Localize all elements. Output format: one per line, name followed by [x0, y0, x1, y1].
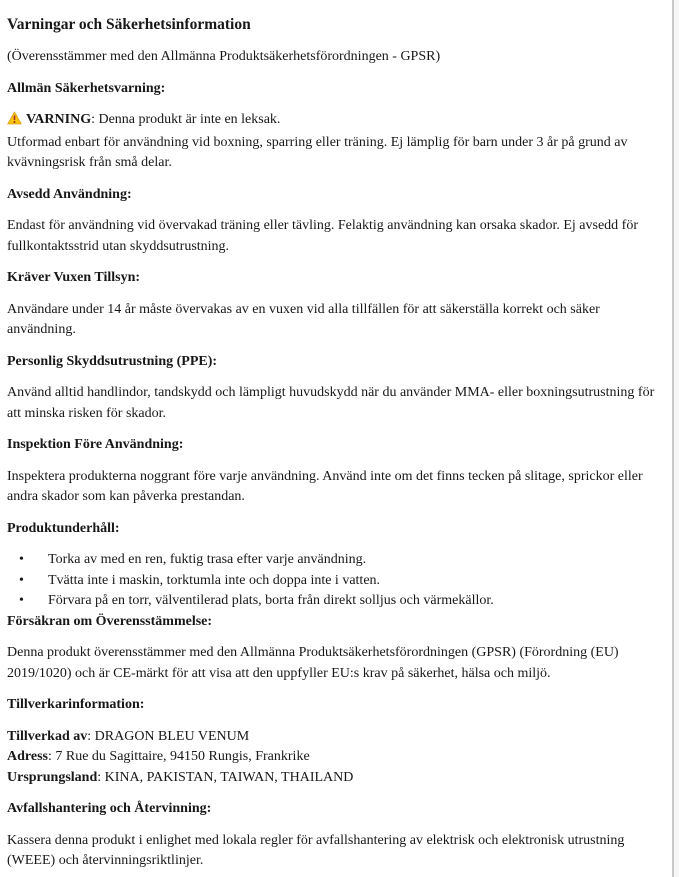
section-body-conformity: Denna produkt överensstämmer med den Allmänna Produktsäkerhetsförordningen (GPSR) (Förordning (EU) 2019/1020) och är CE-märkt för att visa att den uppfyller EU:s krav på säkerhet, hälsa och miljö. — [7, 645, 619, 681]
manufacturer-info-block — [7, 727, 661, 789]
page-edge-strip — [674, 0, 679, 877]
section-body-adult-supervision: Användare under 14 år måste övervakas av en vuxen vid alla tillfällen för att säkerställa korrekt och säker användning. — [7, 301, 600, 337]
page-subtitle: (Överensstämmer med den Allmänna Produktsäkerhetsförordningen - GPSR) — [7, 49, 441, 64]
section-heading-general-warning: Allmän Säkerhetsvarning: — [7, 80, 166, 96]
section-body-inspection: Inspektera produkterna noggrant före varje användning. Använd inte om det finns tecken på slitage, sprickor eller andra skador som kan påverka prestandan. — [7, 468, 643, 504]
section-heading-adult-supervision: Kräver Vuxen Tillsyn: — [7, 270, 141, 285]
manufacturer-row-label: Tillverkad av — [7, 728, 88, 744]
section-heading-conformity: Försäkran om Överensstämmelse: — [7, 613, 213, 629]
section-heading-maintenance: Produktunderhåll: — [7, 520, 120, 536]
section-body-general-warning: Utformad enbart för användning vid boxning, sparring eller träning. Ej lämplig för barn under 3 år på grund av kvävningsrisk från små delar. — [7, 134, 628, 170]
list-item: • Torka av med en ren, fuktig trasa efter varje användning. — [7, 550, 661, 571]
warning-icon — [7, 111, 22, 133]
warning-text: : Denna produkt är inte en leksak. — [91, 112, 281, 127]
section-body-disposal: Kassera denna produkt i enlighet med lokala regler för avfallshantering av elektrisk och elektronisk utrustning (WEEE) och återvinningsriktlinjer. — [7, 832, 625, 868]
section-heading-ppe: Personlig Skyddsutrustning (PPE): — [7, 353, 218, 369]
manufacturer-row — [7, 768, 661, 789]
maintenance-list — [7, 550, 661, 612]
manufacturer-row-value: : DRAGON BLEU VENUM — [87, 728, 250, 744]
warning-label: VARNING — [26, 112, 92, 127]
general-warning-block — [7, 110, 661, 174]
section-heading-inspection: Inspektion Före Användning: — [7, 437, 184, 452]
section-body-ppe: Använd alltid handlindor, tandskydd och lämpligt huvudskydd när du använder MMA- eller boxningsutrustning för att minska risken för skador. — [7, 385, 655, 421]
manufacturer-row — [7, 727, 661, 748]
warning-line — [7, 110, 661, 133]
section-heading-manufacturer: Tillverkarinformation: — [7, 697, 145, 712]
manufacturer-row-label: Ursprungsland — [7, 769, 98, 785]
section-heading-disposal: Avfallshantering och Återvinning: — [7, 801, 212, 816]
section-heading-intended-use: Avsedd Användning: — [7, 186, 132, 202]
manufacturer-row — [7, 747, 661, 768]
page-title: Varningar och Säkerhetsinformation — [7, 16, 251, 33]
manufacturer-row-value: : KINA, PAKISTAN, TAIWAN, THAILAND — [97, 769, 354, 785]
list-item: • Förvara på en torr, välventilerad plats, borta från direkt solljus och värmekällor. — [7, 591, 661, 612]
section-body-intended-use: Endast för användning vid övervakad träning eller tävling. Felaktig användning kan orsaka skador. Ej avsedd för fullkontaktsstrid utan skyddsutrustning. — [7, 218, 638, 254]
manufacturer-row-label: Adress — [7, 749, 48, 764]
list-item: • Tvätta inte i maskin, torktumla inte och doppa inte i vatten. — [7, 571, 661, 592]
manufacturer-row-value: : 7 Rue du Sagittaire, 94150 Rungis, Frankrike — [47, 749, 310, 764]
